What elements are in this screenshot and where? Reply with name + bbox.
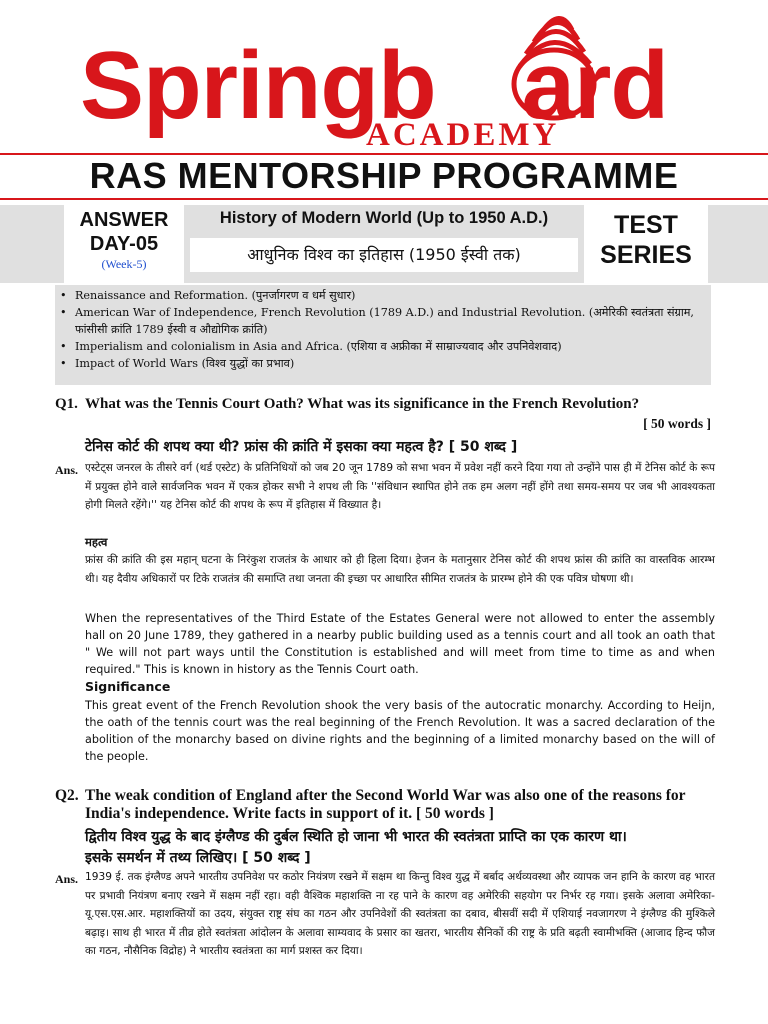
logo-academy: ACADEMY [366, 117, 560, 153]
q2-question [55, 787, 715, 823]
programme-title: RAS MENTORSHIP PROGRAMME [89, 155, 679, 196]
topic-item: • Impact of World Wars (विश्व युद्धों का प्रभाव) [75, 355, 711, 372]
logo-wordmark: Springb ard [80, 32, 669, 139]
topic-item: • Renaissance and Reformation. (पुनर्जागरण व धर्म सुधार) [75, 287, 711, 304]
q2-question-hindi-line1: द्वितीय विश्व युद्ध के बाद इंग्लैण्ड की दुर्बल स्थिति हो जाना भी भारत की स्वतंत्रता प्राप्ति का एक कारण था। [85, 829, 627, 845]
q1-significance-hindi-heading: महत्व [85, 535, 108, 549]
week-label: (Week-5) [101, 257, 147, 271]
q1-significance-hindi: फ्रांस की क्रांति की इस महान् घटना के निरंकुश राजतंत्र के आधार को ही हिला दिया। हेजन के मतानुसार टेनिस कोर्ट की शपथ फ्रांस की क्रांति का वास्तविक आरम्भ थी। यह दैवीय अधिकारों पर टिके राजतंत्र की समाप्ति तथा जनता की इच्छा पर आधारित सीमित राजतंत्र के प्रारम्भ होने की एक पवित्र घोषणा थी। [85, 554, 715, 585]
subject-hindi: आधुनिक विश्व का इतिहास (1950 ईस्वी तक) [190, 238, 578, 272]
q2-ans-label: Ans. [55, 872, 79, 886]
topics-box [55, 285, 711, 385]
test-label: TEST [614, 211, 678, 239]
q1-answer-hindi: एस्टेट्स जनरल के तीसरे वर्ग (थर्ड एस्टेट) के प्रतिनिधियों को जब 20 जून 1789 को सभा भवन में प्रवेश नहीं करने दिया गया तो उन्होंने पास ही में टेनिस कोर्ट के रूप में प्रयुक्त होने वाले सार्वजनिक भवन में एकत्र होकर सभी ने शपथ ली कि ''संविधान स्थापित होने तक हम अलग नहीं होंगे तथा समय-समय पर जब भी आवश्यकता होगी मिलते रहेंगे।'' यह टेनिस कोर्ट की शपथ के रूप में इतिहास में विख्यात है। [85, 462, 715, 511]
logo-rings-icon [498, 14, 610, 124]
q1-question-hindi: टेनिस कोर्ट की शपथ क्या थी? फ्रांस की क्रांति में इसका क्या महत्व है? [ 50 शब्द ] [85, 439, 518, 455]
answer-day-box [64, 205, 184, 283]
q2-question-hindi-line2: इसके समर्थन में तथ्य लिखिए। [ 50 शब्द ] [85, 850, 311, 866]
q1-significance-english: This great event of the French Revolution shook the very basis of the autocratic monarchy. According to Heijn, the oath of the tennis court was the real beginning of the French Revolution. It was a sacred declaration of the abolition of the monarchy based on divine rights and the beginning of a limited monarchy based on the will of the people. [85, 699, 715, 763]
q1-question-text: What was the Tennis Court Oath? What was its significance in the French Revolution? [85, 396, 640, 412]
q1-number: Q1. [55, 396, 78, 412]
series-label: SERIES [600, 241, 692, 269]
q2-question-line1: The weak condition of England after the Second World War was also one of the reasons for [85, 787, 686, 804]
q2-answer-hindi: 1939 ई. तक इंग्लैण्ड अपने भारतीय उपनिवेश पर कठोर नियंत्रण रखने में सक्षम था किन्तु विश्व युद्ध में बर्बाद अर्थव्यवस्था और व्यापक जन हानि के कारण वह भारत पर प्रभावी नियंत्रण बनाए रखने में सक्षम नहीं रहा। वही वैश्विक महाशक्ति ना रह पाने के कारण वह अमेरिकी सहयोग पर निर्भर रह गया। इसके अलावा अमेरिका-यू.एस.एस.आर. महाशक्तियों का उदय, संयुक्त राष्ट्र संघ का गठन और उपनिवेशों की स्वतंत्रता का दबाव, बीसवीं सदी में एशियाई नवजागरण ने इंग्लैण्ड की मुश्किले बढ़ाइ। साथ ही भारत में तीव्र होते स्वतंत्रता आंदोलन के अलावा साम्यवाद के प्रसार का खतरा, भारतीय सैनिकों की राष्ट्र के प्रति बढ़ती स्वामीभक्ति (आजाद हिन्द फौज का गठन, नौसैनिक विद्रोह) ने भारतीय स्वतंत्रता का मार्ग प्रशस्त कर दिया। [85, 871, 715, 957]
q1-ans-label: Ans. [55, 463, 79, 477]
q1-question [55, 395, 715, 413]
answer-label: ANSWER [79, 209, 169, 231]
q1-answer-english: When the representatives of the Third Estate of the Estates General were not allowed to enter the assembly hall on 20 June 1789, they gathered in a nearby public building used as a tennis court and all took an oath that " We will not part ways until the Constitution is established and will meet from time to time as and when required." This is known in history as the Tennis Court oath. [85, 612, 715, 676]
topic-item: • American War of Independence, French Revolution (1789 A.D.) and Industrial Revolution. (अमेरिकी स्वतंत्रता संग्राम, फांसीसी क्रांति 1789 ईस्वी व औद्योगिक क्रांति) [75, 304, 711, 338]
topic-item: • Imperialism and colonialism in Asia and Africa. (एशिया व अफ्रीका में साम्राज्यवाद और उपनिवेशवाद) [75, 338, 711, 355]
header-divider-lower [0, 198, 768, 200]
q1-word-limit: [ 50 words ] [643, 416, 711, 431]
q2-number: Q2. [55, 787, 79, 804]
q2-question-line2: India's independence. Write facts in support of it. [ 50 words ] [85, 805, 494, 822]
test-series-box [584, 205, 708, 283]
day-label: DAY-05 [89, 233, 159, 255]
subject-english: History of Modern World (Up to 1950 A.D.) [219, 209, 549, 227]
q1-significance-english-heading: Significance [85, 679, 171, 694]
